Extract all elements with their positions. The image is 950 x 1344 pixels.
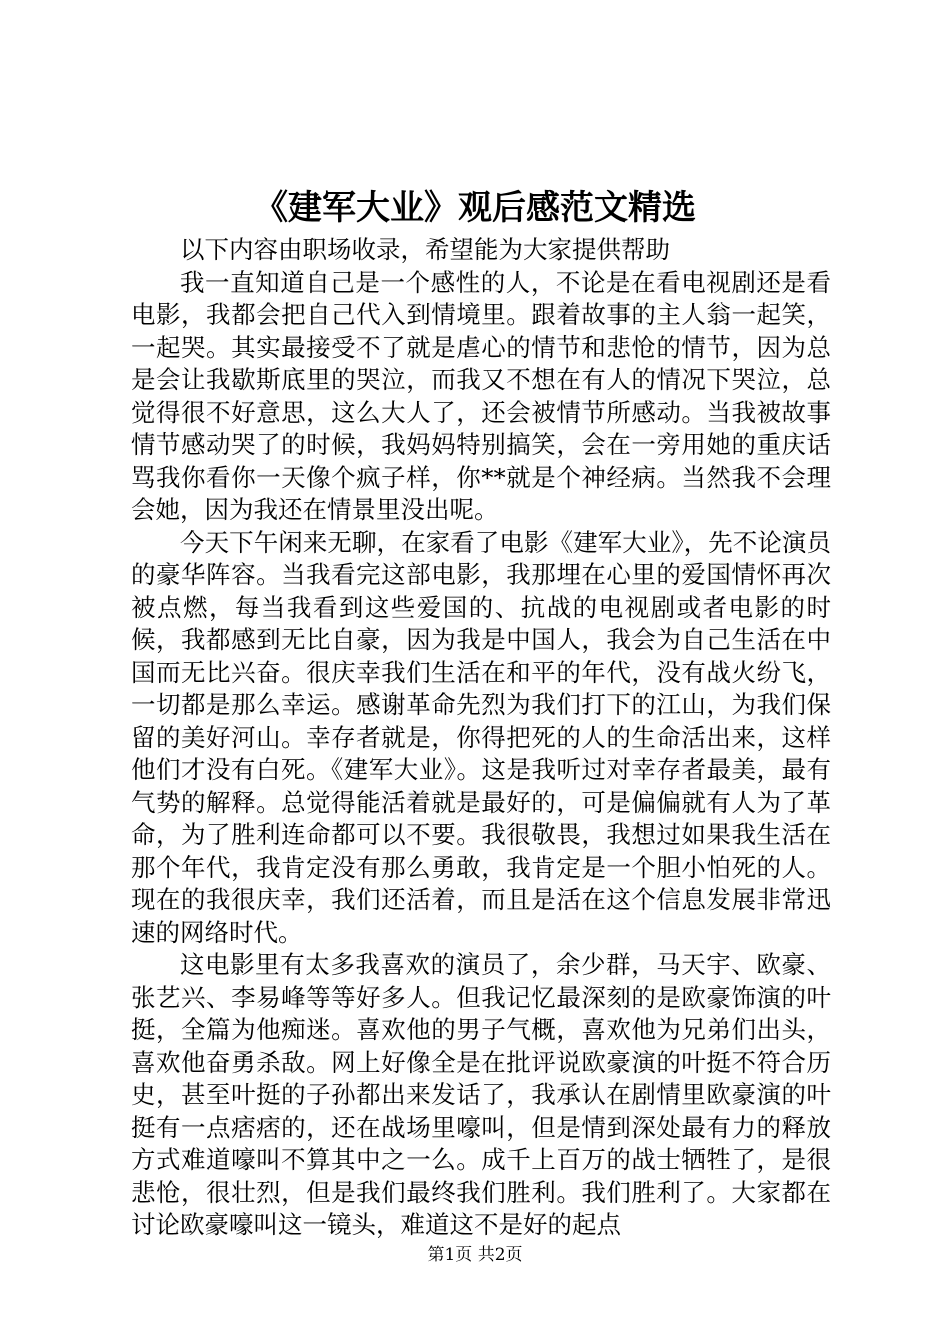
paragraph-1: 我一直知道自己是一个感性的人，不论是在看电视剧还是看电影，我都会把自己代入到情境里。跟着故事的主人翁一起笑，一起哭。其实最接受不了就是虐心的情节和悲怆的情节，因为总是会让我歇斯底里的哭泣，而我又不想在有人的情况下哭泣，总觉得很不好意思，这么大人了，还会被情节所感动。当我被故事情节感动哭了的时候，我妈妈特别搞笑，会在一旁用她的重庆话骂我你看你一天像个疯子样，你**就是个神经病。当然我不会理会她，因为我还在情景里没出呢。 (131, 267, 831, 524)
document-body (131, 234, 831, 1242)
paragraph-2: 今天下午闲来无聊，在家看了电影《建军大业》，先不论演员的豪华阵容。当我看完这部电影，我那埋在心里的爱国情怀再次被点燃，每当我看到这些爱国的、抗战的电视剧或者电影的时候，我都感到无比自豪，因为我是中国人，我会为自己生活在中国而无比兴奋。很庆幸我们生活在和平的年代，没有战火纷飞，一切都是那么幸运。感谢革命先烈为我们打下的江山，为我们保留的美好河山。幸存者就是，你得把死的人的生命活出来，这样他们才没有白死。《建军大业》。这是我听过对幸存者最美，最有气势的解释。总觉得能活着就是最好的，可是偏偏就有人为了革命，为了胜利连命都可以不要。我很敬畏，我想过如果我生活在那个年代，我肯定没有那么勇敢，我肯定是一个胆小怕死的人。现在的我很庆幸，我们还活着，而且是活在这个信息发展非常迅速的网络时代。 (131, 527, 831, 947)
document-title: 《建军大业》观后感范文精选 (254, 188, 696, 228)
paragraph-intro: 以下内容由职场收录，希望能为大家提供帮助 (180, 235, 670, 264)
page-footer: 第1页 共2页 (427, 1245, 523, 1265)
paragraph-3: 这电影里有太多我喜欢的演员了，余少群，马天宇、欧豪、张艺兴、李易峰等等好多人。但我记忆最深刻的是欧豪饰演的叶挺，全篇为他痴迷。喜欢他的男子气概，喜欢他为兄弟们出头，喜欢他奋勇杀敌。网上好像全是在批评说欧豪演的叶挺不符合历史，甚至叶挺的子孙都出来发话了，我承认在剧情里欧豪演的叶挺有一点痞痞的，还在战场里嚎叫，但是情到深处最有力的释放方式难道嚎叫不算其中之一么。成千上百万的战士牺牲了，是很悲怆，很壮烈，但是我们最终我们胜利。我们胜利了。大家都在讨论欧豪嚎叫这一镜头，难道这不是好的起点 (131, 950, 831, 1239)
